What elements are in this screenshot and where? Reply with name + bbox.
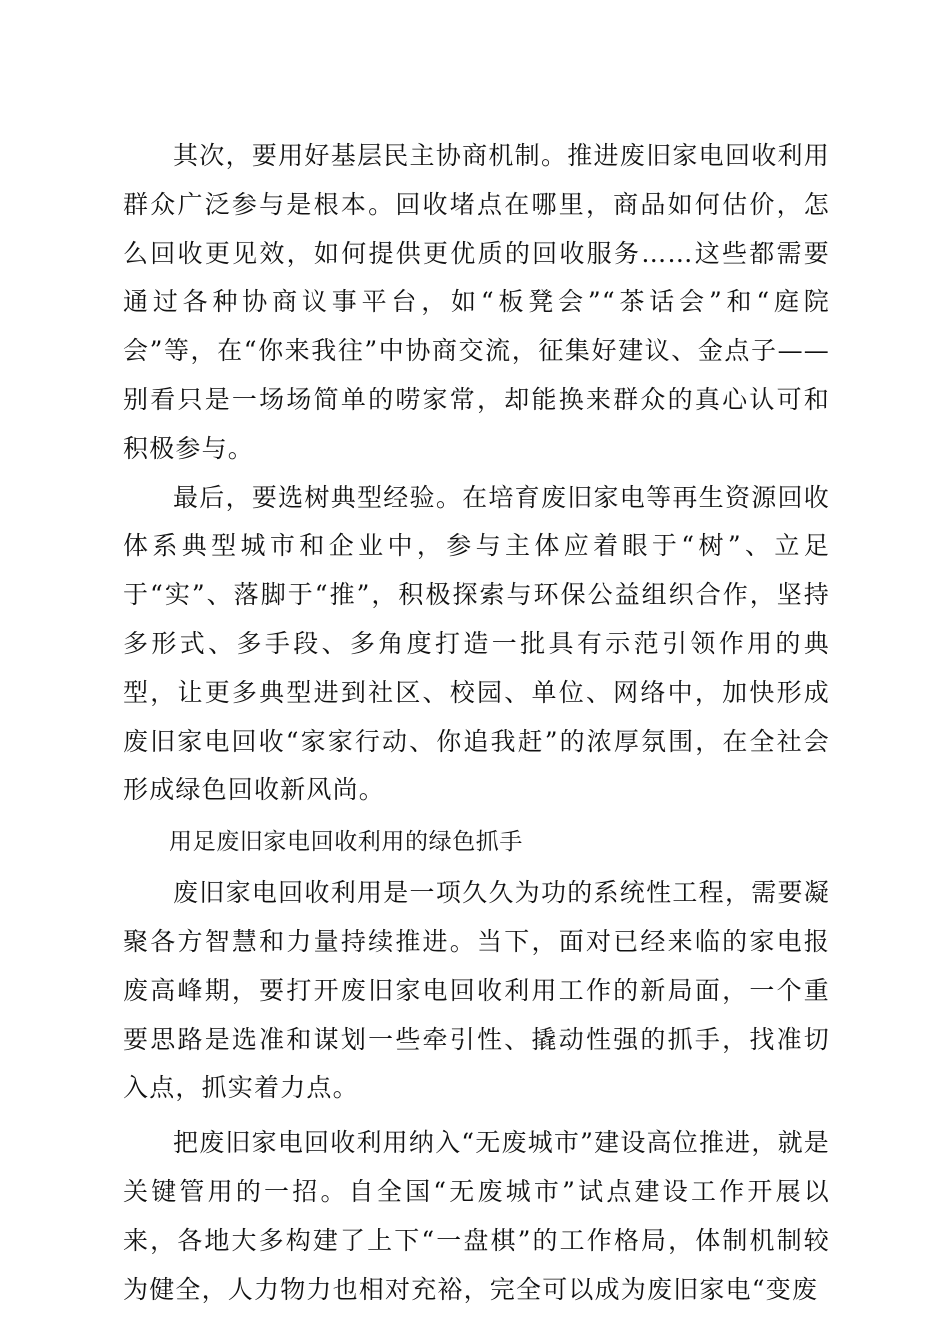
paragraph-typical-experience: 最后，要选树典型经验。在培育废旧家电等再生资源回收体系典型城市和企业中，参与主体应着眼于“树”、立足于“实”、落脚于“推”，积极探索与环保公益组织合作，坚持多形式、多手段、多角度打造一批具有示范引领作用的典型，让更多典型进到社区、校园、单位、网络中，加快形成废旧家电回收“家家行动、你追我赶”的浓厚氛围，在全社会形成绿色回收新风尚。 <box>123 482 830 805</box>
paragraph-consultation: 其次，要用好基层民主协商机制。推进废旧家电回收利用群众广泛参与是根本。回收堵点在哪里，商品如何估价，怎么回收更见效，如何提供更优质的回收服务……这些都需要通过各种协商议事平台，如“板凳会”“茶话会”和“庭院会”等，在“你来我往”中协商交流，征集好建议、金点子——别看只是一场场简单的唠家常，却能换来群众的真心认可和积极参与。 <box>123 141 830 463</box>
document-body <box>123 132 830 1314</box>
paragraph-green-lever: 废旧家电回收利用是一项久久为功的系统性工程，需要凝聚各方智慧和力量持续推进。当下，面对已经来临的家电报废高峰期，要打开废旧家电回收利用工作的新局面，一个重要思路是选准和谋划一些牵引性、撬动性强的抓手，找准切入点，抓实着力点。 <box>123 878 830 1103</box>
section-heading: 用足废旧家电回收利用的绿色抓手 <box>169 829 523 856</box>
paragraph-waste-free-city: 把废旧家电回收利用纳入“无废城市”建设高位推进，就是关键管用的一招。自全国“无废城市”试点建设工作开展以来，各地大多构建了上下“一盘棋”的工作格局，体制机制较为健全，人力物力也相对充裕，完全可以成为废旧家电“变废 <box>123 1128 830 1304</box>
